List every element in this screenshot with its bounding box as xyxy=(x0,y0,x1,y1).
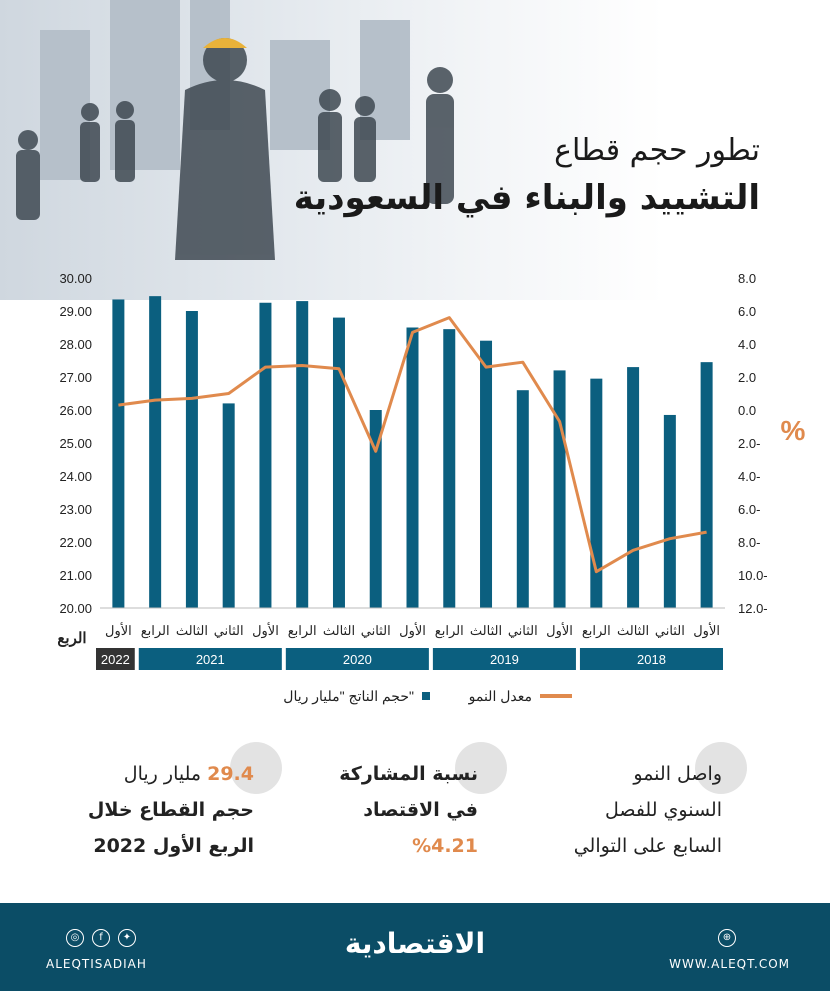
stat-sector-value: 29.4 xyxy=(207,763,254,785)
stat-sector-line3: الربع الأول 2022 xyxy=(93,835,254,857)
twitter-icon[interactable]: ✦ xyxy=(118,929,136,947)
quarter-label: الثالث xyxy=(469,623,503,638)
quarter-row-label: الربع xyxy=(57,630,87,647)
stat-sector-unit: مليار ريال xyxy=(123,763,202,785)
left-axis-tick: 23.00 xyxy=(59,502,92,517)
title-line-1: تطور حجم قطاع xyxy=(554,133,760,168)
stat-sector-size xyxy=(88,756,254,864)
legend-line-label: معدل النمو xyxy=(468,688,532,704)
left-axis-tick: 20.00 xyxy=(59,601,92,616)
left-axis-tick: 28.00 xyxy=(59,337,92,352)
instagram-icon[interactable]: ◎ xyxy=(66,929,84,947)
quarter-label: الرابع xyxy=(140,623,170,638)
right-axis-tick: 2.0 xyxy=(738,370,757,385)
quarter-label: الثاني xyxy=(360,623,391,638)
bar-volume xyxy=(296,301,308,608)
right-axis-tick: 0.0 xyxy=(738,403,757,418)
footer-handle[interactable]: ALEQTISADIAH xyxy=(46,957,147,971)
bar-volume xyxy=(517,390,529,608)
stat-share xyxy=(339,756,478,864)
right-axis-tick: 2.0- xyxy=(738,436,761,451)
bar-volume xyxy=(554,370,566,608)
globe-icon[interactable]: ⊕ xyxy=(718,929,736,947)
quarter-label: الثاني xyxy=(654,623,685,638)
right-axis-tick: 4.0 xyxy=(738,337,757,352)
right-axis-unit: % xyxy=(780,415,806,446)
left-axis-tick: 21.00 xyxy=(59,568,92,583)
quarter-label: الثاني xyxy=(507,623,538,638)
bar-volume xyxy=(333,318,345,608)
bar-volume xyxy=(149,296,161,608)
bar-volume xyxy=(480,341,492,608)
right-axis-tick: 6.0- xyxy=(738,502,761,517)
stat-growth-line2: السنوي للفصل xyxy=(604,799,722,821)
bar-volume xyxy=(259,303,271,608)
stat-growth xyxy=(574,756,722,864)
footer-website[interactable]: WWW.ALEQT.COM xyxy=(669,957,790,971)
year-label: 2018 xyxy=(637,652,666,667)
left-axis-tick: 24.00 xyxy=(59,469,92,484)
right-axis-tick: 6.0 xyxy=(738,304,757,319)
stat-share-value: %4.21 xyxy=(412,835,478,857)
year-label: 2022 xyxy=(100,652,130,667)
quarter-label: الرابع xyxy=(581,623,611,638)
legend-bar-swatch xyxy=(422,692,430,700)
quarter-label: الثالث xyxy=(175,623,209,638)
left-axis-tick: 30.00 xyxy=(59,271,92,286)
quarter-label: الأول xyxy=(399,623,426,638)
left-axis-tick: 26.00 xyxy=(59,403,92,418)
stat-growth-line3: السابع على التوالي xyxy=(573,835,722,857)
right-axis-tick: 8.0 xyxy=(738,271,757,286)
bar-volume xyxy=(627,367,639,608)
right-axis-tick: 8.0- xyxy=(738,535,761,550)
year-label: 2021 xyxy=(195,652,225,667)
bar-volume xyxy=(407,328,419,609)
year-label: 2019 xyxy=(489,652,519,667)
left-axis-tick: 22.00 xyxy=(59,535,92,550)
bar-volume xyxy=(701,362,713,608)
quarter-label: الأول xyxy=(693,623,720,638)
left-axis-tick: 27.00 xyxy=(59,370,92,385)
growth-chart xyxy=(0,260,830,710)
bar-volume xyxy=(590,379,602,608)
title-line-2: التشييد والبناء في السعودية xyxy=(293,178,760,218)
facebook-icon[interactable]: f xyxy=(92,929,110,947)
right-axis-tick: 10.0- xyxy=(738,568,768,583)
bar-volume xyxy=(443,329,455,608)
bar-volume xyxy=(112,299,124,608)
bar-volume xyxy=(664,415,676,608)
stat-sector-line2: حجم القطاع خلال xyxy=(87,799,254,821)
quarter-label: الثالث xyxy=(322,623,356,638)
stat-share-line2: في الاقتصاد xyxy=(363,799,478,821)
year-label: 2020 xyxy=(342,652,372,667)
stat-growth-line1: واصل النمو xyxy=(633,763,722,785)
quarter-label: الثاني xyxy=(213,623,244,638)
quarter-label: الرابع xyxy=(287,623,317,638)
footer-brand-logo: الاقتصادية xyxy=(344,927,486,960)
quarter-label: الأول xyxy=(546,623,573,638)
quarter-label: الثالث xyxy=(616,623,650,638)
stat-share-line1: نسبة المشاركة xyxy=(339,763,478,785)
quarter-label: الأول xyxy=(252,623,279,638)
quarter-label: الأول xyxy=(105,623,132,638)
left-axis-tick: 25.00 xyxy=(59,436,92,451)
quarter-label: الرابع xyxy=(434,623,464,638)
footer-bar xyxy=(0,903,830,991)
right-axis-tick: 12.0- xyxy=(738,601,768,616)
bar-volume xyxy=(186,311,198,608)
right-axis-tick: 4.0- xyxy=(738,469,761,484)
bar-volume xyxy=(223,403,235,608)
legend-bar-label: حجم الناتج "مليار ريال" xyxy=(283,688,414,704)
left-axis-tick: 29.00 xyxy=(59,304,92,319)
